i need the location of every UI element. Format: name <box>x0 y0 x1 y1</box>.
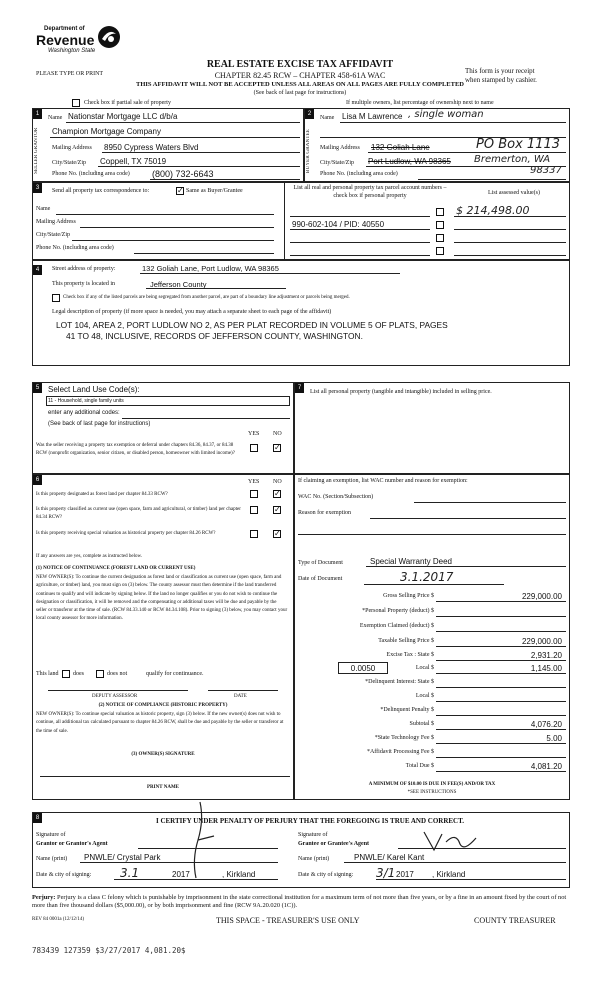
parcel-checkbox-1[interactable] <box>436 208 444 216</box>
tax-row-value[interactable]: 5.00 <box>546 734 562 743</box>
located-in-label: This property is located in <box>52 281 115 287</box>
county-treasurer-label: COUNTY TREASURER <box>474 916 556 925</box>
section6-yes-label: YES <box>248 479 260 485</box>
section-3-number: 3 <box>33 183 42 193</box>
legal-description-label: Legal description of property (if more space is needed, you may attach a separate sheet to each page of the affidavit) <box>52 309 332 315</box>
logo-swoosh-icon <box>96 24 122 50</box>
buyer-city-label: City/State/Zip <box>320 160 354 166</box>
please-type-label: PLEASE TYPE OR PRINT <box>36 71 104 77</box>
exemption-question: Was the seller receiving a property tax exemption or deferral under chapters 84.36, 84.37, or 84.38 RCW (nonprofit organization, senior citizen, or disabled person, homeowner with limited income)? <box>36 443 235 456</box>
land-does-not-checkbox[interactable] <box>96 670 104 678</box>
county[interactable]: Jefferson County <box>150 280 207 289</box>
notice-continuance-title: (1) NOTICE OF CONTINUANCE (FOREST LAND OR CURRENT USE) <box>36 566 196 571</box>
grantor-date-label: Date & city of signing: <box>36 872 92 878</box>
partial-sale-label: Check box if partial sale of property <box>84 100 171 106</box>
tax-row-label: Local $ <box>415 665 434 671</box>
exemption-yes-checkbox[interactable] <box>250 444 258 452</box>
deputy-assessor-label: DEPUTY ASSESSOR <box>92 694 138 699</box>
section-4-number: 4 <box>33 265 42 275</box>
seller-city[interactable]: Coppell, TX 75019 <box>100 157 167 166</box>
grantee-date-label: Date & city of signing: <box>298 872 354 878</box>
exemption-no-checkbox[interactable]: ✓ <box>274 443 281 452</box>
seller-name-line1[interactable]: Nationstar Mortgage LLC d/b/a <box>68 112 178 121</box>
land-use-title: Select Land Use Code(s): <box>48 385 140 394</box>
buyer-city-struck: Port Ludlow, WA 98365 <box>368 157 451 166</box>
seller-mailing[interactable]: 8950 Cypress Waters Blvd <box>104 143 199 152</box>
notice-compliance-body: NEW OWNER(S): To continue special valuation as historic property, sign (3) below. If the new owner(s) does not wish to continue, all additional tax calculated pursuant to chapter 84.26 RCW, shall be due and payable by the seller or transferor at the time of sale. <box>36 712 284 734</box>
buyer-mailing-struck: 132 Goliah Lane <box>371 143 430 152</box>
section-6-number: 6 <box>33 475 42 485</box>
form-warning: THIS AFFIDAVIT WILL NOT BE ACCEPTED UNLESS ALL AREAS ON ALL PAGES ARE FULLY COMPLETED <box>136 81 464 88</box>
buyer-city-handwritten: Bremerton, WA <box>474 154 551 165</box>
grantee-signature <box>420 828 480 854</box>
multiple-owners-label: If multiple owners, list percentage of ownership next to name <box>346 100 494 106</box>
same-as-buyer-label: Same as Buyer/Grantee <box>186 188 243 194</box>
land-does-checkbox[interactable] <box>62 670 70 678</box>
qualify-label: qualify for continuance. <box>146 671 204 677</box>
buyer-mailing-handwritten: PO Box 1113 <box>476 137 560 152</box>
logo-revenue-text: Revenue <box>36 32 95 48</box>
doc-date-label: Date of Document <box>298 576 343 582</box>
this-land-label: This land <box>36 671 59 677</box>
if-yes-note: If any answers are yes, complete as instructed below. <box>36 554 143 559</box>
receipt-note-2: when stamped by cashier. <box>465 76 537 84</box>
see-instructions-note: *SEE INSTRUCTIONS <box>407 790 457 795</box>
land-does-not-label: does not <box>107 671 128 677</box>
tax-row-label: *Delinquent Interest: State $ <box>365 679 434 685</box>
department-logo <box>36 26 126 66</box>
print-name-label: PRINT NAME <box>147 785 179 790</box>
historic-question: Is this property receiving special valuation as historical property per chapter 84.26 RCW? <box>36 531 216 536</box>
grantor-sig-of: Signature of <box>36 832 66 838</box>
logo-state-text: Washington State <box>48 48 96 54</box>
wac-label: WAC No. (Section/Subsection) <box>298 494 374 500</box>
grantor-date-handwritten: 3.1 <box>120 866 140 880</box>
grantee-date-handwritten: 3/1 <box>376 866 396 880</box>
exemption-claim-label: If claiming an exemption, list WAC number and reason for exemption: <box>298 478 468 484</box>
assessed-value-handwritten: $ 214,498.00 <box>456 204 530 217</box>
same-as-buyer-checkbox[interactable]: ✓ <box>177 186 184 195</box>
tax-row-label: Taxable Selling Price $ <box>378 638 434 644</box>
seller-side-label: SELLER GRANTOR <box>34 127 39 175</box>
logo-dept-text: Department of <box>44 26 85 32</box>
tax-row-value[interactable]: 4,081.20 <box>530 762 562 771</box>
tax-row-value[interactable]: 2,931.20 <box>530 651 562 660</box>
grantor-city[interactable]: , Kirkland <box>222 870 256 879</box>
land-use-see-back: (See back of last page for instructions) <box>48 421 151 427</box>
tax-row-label: *State Technology Fee $ <box>374 735 434 741</box>
receipt-note-1: This form is your receipt <box>465 67 535 75</box>
minimum-due-note: A MINIMUM OF $10.00 IS DUE IN FEE(S) AND/OR TAX <box>368 782 496 787</box>
tax-row-label: *Affidavit Processing Fee $ <box>366 749 434 755</box>
see-back-note: (See back of last page for instructions) <box>253 90 347 96</box>
current-use-yes-checkbox[interactable] <box>250 506 258 514</box>
seller-phone-label: Phone No. (including area code) <box>52 171 130 177</box>
segregated-label: Check box if any of the listed parcels are being segregated from another parcel, are part of a boundary line adjustment or parcels being merged. <box>63 295 350 300</box>
tax-row-value[interactable]: 229,000.00 <box>521 592 562 601</box>
partial-sale-checkbox[interactable] <box>72 99 80 107</box>
grantor-name-label: Name (print) <box>36 856 68 862</box>
section3-phone-label: Phone No. (including area code) <box>36 245 114 251</box>
grantee-year[interactable]: 2017 <box>396 870 414 879</box>
section3-city-label: City/State/Zip <box>36 232 70 238</box>
seller-phone[interactable]: (800) 732-6643 <box>152 169 214 179</box>
land-does-label: does <box>73 671 84 677</box>
forest-land-question: Is this property designated as forest land per chapter 84.33 RCW? <box>36 492 168 497</box>
grantee-name[interactable]: PNWLE/ Karel Kant <box>354 853 425 862</box>
buyer-side-label: BUYER GRANTEE <box>306 128 311 174</box>
grantee-agent-label: Grantee or Grantee's Agent <box>298 841 370 847</box>
street-address[interactable]: 132 Goliah Lane, Port Ludlow, WA 98365 <box>142 264 279 273</box>
owner-signature-label: (3) OWNER(S) SIGNATURE <box>131 752 195 757</box>
street-address-label: Street address of property: <box>52 266 116 272</box>
additional-codes-label: enter any additional codes: <box>48 410 120 416</box>
notice-compliance-title: (2) NOTICE OF COMPLIANCE (HISTORIC PROPERTY) <box>98 703 228 708</box>
section3-mailing-label: Mailing Address <box>36 219 76 225</box>
parcel-number[interactable]: 990-602-104 / PID: 40550 <box>292 220 385 229</box>
send-correspondence-label: Send all property tax correspondence to: <box>52 188 150 194</box>
seller-mailing-label: Mailing Address <box>52 145 92 151</box>
seller-name-label: Name <box>48 115 63 121</box>
section-5-number: 5 <box>33 383 42 393</box>
seller-name-line2[interactable]: Champion Mortgage Company <box>52 127 161 136</box>
tax-row-label: *Delinquent Penalty $ <box>380 707 434 713</box>
grantee-sig-of: Signature of <box>298 832 328 838</box>
doc-type-label: Type of Document <box>298 560 343 566</box>
doc-date-handwritten: 3.1.2017 <box>400 570 454 584</box>
section6-no-label: NO <box>273 479 282 485</box>
reason-label: Reason for exemption <box>298 510 351 516</box>
grantor-year[interactable]: 2017 <box>172 870 190 879</box>
grantor-signature <box>180 800 220 880</box>
rev-number: REV 84 0001a (12/12/14) <box>32 917 84 922</box>
tax-row-label: Total Due $ <box>405 763 434 769</box>
perjury-note <box>32 894 570 910</box>
section5-yes-label: YES <box>248 431 260 437</box>
section-2-number: 2 <box>305 109 314 119</box>
legal-description-line2[interactable]: 41 TO 48, INCLUSIVE, RECORDS OF JEFFERSON COUNTY, WASHINGTON. <box>66 331 363 341</box>
tax-row-label: Local $ <box>415 693 434 699</box>
section5-no-label: NO <box>273 431 282 437</box>
historic-yes-checkbox[interactable] <box>250 530 258 538</box>
seller-city-label: City/State/Zip <box>52 160 86 166</box>
tax-row-label: Subtotal $ <box>409 721 434 727</box>
legal-description-line1[interactable]: LOT 104, AREA 2, PORT LUDLOW NO 2, AS PER PLAT RECORDED IN VOLUME 5 OF PLATS, PAGES <box>56 320 448 330</box>
cashier-stamp: 783439 127359 $3/27/2017 4,081.20$ <box>32 946 186 955</box>
current-use-question: Is this property classified as current use (open space, farm and agricultural, or timber) land per chapter 84.34 RCW? <box>36 507 241 520</box>
tax-row-value[interactable]: 4,076.20 <box>530 720 562 729</box>
parcel-checkbox-3[interactable] <box>436 234 444 242</box>
section3-name-label: Name <box>36 206 51 212</box>
perjury-bold: Perjury: <box>32 894 56 901</box>
forest-no-checkbox[interactable]: ✓ <box>274 489 281 498</box>
assessor-date-label: DATE <box>234 694 247 699</box>
assessed-value-label: List assessed value(s) <box>488 190 540 196</box>
grantor-name[interactable]: PNWLE/ Crystal Park <box>84 853 161 862</box>
doc-type[interactable]: Special Warranty Deed <box>370 557 452 566</box>
section-8-number: 8 <box>33 813 42 823</box>
notice-continuance-body: NEW OWNER(S): To continue the current designation as forest land or classification as current use (open space, farm and agriculture, or timber) land, you must sign on (3) below. The county assessor must then determine if the land transferred continues to qualify and will indicate by signing below. If the land no longer qualifies or you do not wish to continue the designation or classification, it will be removed and the compensating or additional taxes will be due and payable by the seller or transferor at the time of sale. (RCW 84.33.140 or RCW 84.34.108). Prior to signing (3) below, you may contact your local county assessor for more information. <box>36 575 288 622</box>
parcel-list-label: List all real and personal property tax parcel account numbers – check box if personal property <box>293 185 447 199</box>
tax-row-value[interactable]: 229,000.00 <box>521 637 562 646</box>
tax-row-label: *Personal Property (deduct) $ <box>362 608 434 614</box>
personal-property-label: List all personal property (tangible and intangible) included in selling price. <box>310 389 492 395</box>
current-use-no-checkbox[interactable]: ✓ <box>274 505 281 514</box>
tax-row-value[interactable]: 1,145.00 <box>530 664 562 673</box>
parcel-checkbox-4[interactable] <box>436 247 444 255</box>
form-title: REAL ESTATE EXCISE TAX AFFIDAVIT <box>206 59 394 70</box>
buyer-name[interactable]: Lisa M Lawrence <box>342 112 403 121</box>
form-chapter: CHAPTER 82.45 RCW – CHAPTER 458-61A WAC <box>214 71 386 80</box>
buyer-mailing-label: Mailing Address <box>320 145 360 151</box>
tax-row-label: Gross Selling Price $ <box>383 593 434 599</box>
buyer-name-label: Name <box>320 115 335 121</box>
parcel-checkbox-2[interactable] <box>436 221 444 229</box>
land-use-code[interactable]: 11 - Household, single family units <box>48 398 124 404</box>
tax-row-label: Exemption Claimed (deduct) $ <box>359 623 434 629</box>
treasurer-space: THIS SPACE - TREASURER'S USE ONLY <box>216 916 360 925</box>
perjury-text: Perjury is a class C felony which is punishable by imprisonment in the state correctional institution for a maximum term of not more than five years, or by a fine in an amount fixed by the court of not more than five thousand dollars ($5,000.00), or by both imprisonment and fine (RCW 9A.20.020 (1C)). <box>32 894 567 909</box>
section-7-number: 7 <box>295 383 304 393</box>
buyer-name-handwritten: , single woman <box>408 109 484 120</box>
grantee-name-label: Name (print) <box>298 856 330 862</box>
local-rate[interactable]: 0.0050 <box>350 664 376 673</box>
section-1-number: 1 <box>33 109 42 119</box>
grantee-city[interactable]: , Kirkland <box>432 870 466 879</box>
buyer-phone-label: Phone No. (including area code) <box>320 171 398 177</box>
segregated-checkbox[interactable] <box>52 294 60 302</box>
tax-row-label: Excise Tax : State $ <box>386 652 434 658</box>
forest-yes-checkbox[interactable] <box>250 490 258 498</box>
grantor-agent-label: Grantor or Grantor's Agent <box>36 841 108 847</box>
historic-no-checkbox[interactable]: ✓ <box>274 529 281 538</box>
buyer-zip-handwritten: 98337 <box>530 165 562 176</box>
certify-statement: I CERTIFY UNDER PENALTY OF PERJURY THAT THE FOREGOING IS TRUE AND CORRECT. <box>155 817 464 825</box>
